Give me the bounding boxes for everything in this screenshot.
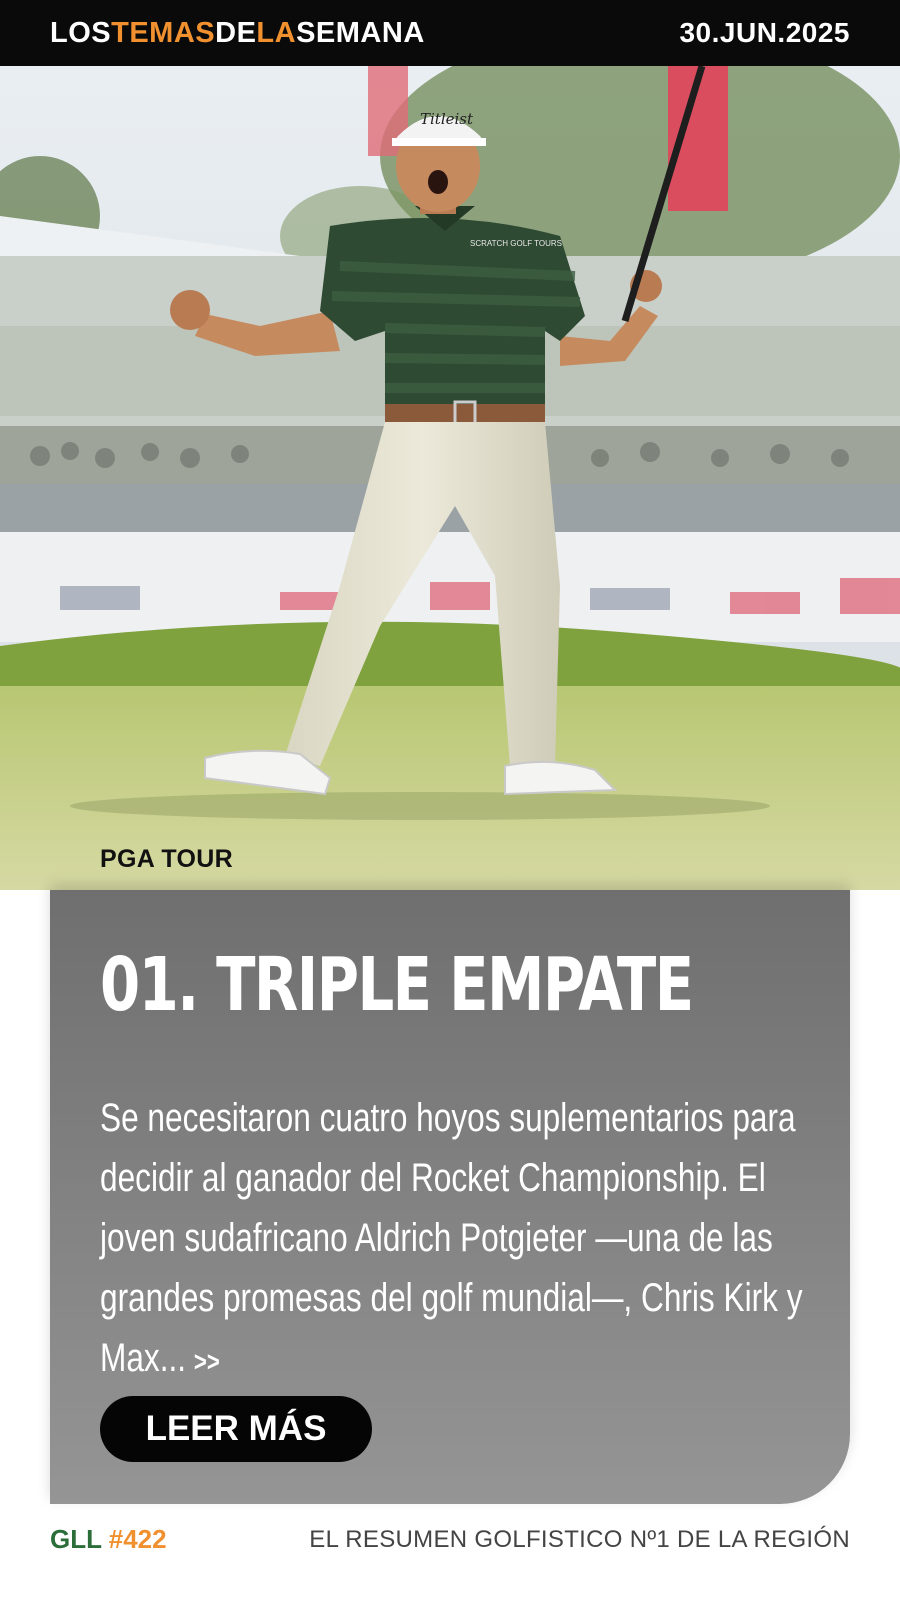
article-excerpt: Se necesitaron cuatro hoyos suplementarios para decidir al ganador del Rocket Championship. El joven sudafricano Aldrich Potgieter —una de las grandes promesas del golf mundial—, Chris Kirk y Max... <box>100 1096 803 1380</box>
hero-photo <box>0 66 900 890</box>
read-more-button[interactable]: LEER MÁS <box>100 1396 372 1462</box>
article-card <box>50 890 850 1504</box>
issue-date: 30.JUN.2025 <box>679 17 850 48</box>
footer-tagline: EL RESUMEN GOLFISTICO Nº1 DE LA REGIÓN <box>309 1525 850 1553</box>
brand-title <box>50 17 425 50</box>
footer <box>50 1524 850 1555</box>
brand-part-de: DE <box>215 16 257 49</box>
brand-part-la: LA <box>256 16 297 49</box>
brand-part-los: LOS <box>50 16 112 49</box>
top-bar <box>0 0 900 66</box>
read-more-marker[interactable]: >> <box>193 1346 220 1377</box>
photo-caption: PGA TOUR <box>100 845 233 873</box>
brand-part-temas: TEMAS <box>111 16 216 49</box>
cap-logo-text: Titleist <box>420 110 474 128</box>
golfer-celebration-illustration <box>0 66 900 890</box>
article-body <box>100 1088 819 1392</box>
issue-hash-number: #422 <box>108 1524 167 1554</box>
issue-number <box>50 1524 167 1555</box>
issue-prefix: GLL <box>50 1524 102 1554</box>
brand-part-semana: SEMANA <box>296 16 425 49</box>
shirt-logo-text: SCRATCH GOLF TOURS <box>470 239 563 248</box>
article-title: 01. TRIPLE EMPATE <box>100 942 693 1028</box>
